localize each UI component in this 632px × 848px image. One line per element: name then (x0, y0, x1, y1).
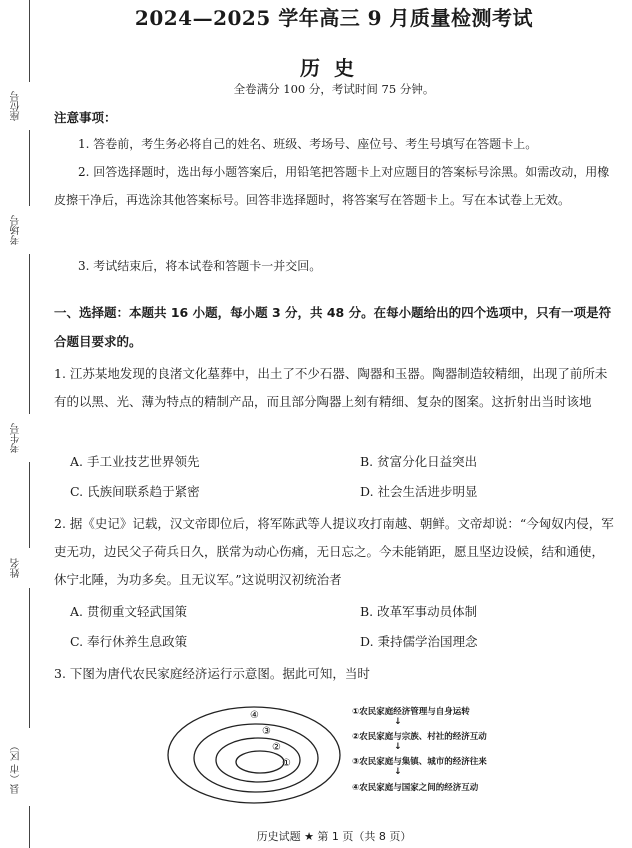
margin-line (29, 588, 30, 728)
question-2-stem: 2. 据《史记》记载，汉文帝即位后，将军陈武等人提议攻打南越、朝鲜。文帝却说：“今匈奴内侵，军吏无功，边民父子荷兵日久，朕常为动心伤痛，无日忘之。今未能销距，愿且坚边设候，结和通使，休宁北陲，为功多矣。且无议军。”这说明汉初统治者 (54, 516, 614, 587)
q2-option-c: C. 奉行休养生息政策 (70, 634, 188, 649)
legend-item-2: ②农民家庭与宗族、村社的经济互动 (352, 732, 487, 742)
notice-item-3: 3. 考试结束后，将本试卷和答题卡一并交回。 (78, 259, 322, 273)
exam-room-label: 考场号 (11, 215, 22, 245)
margin-line (29, 806, 30, 848)
legend-arrow: ↓ (394, 767, 402, 777)
seat-label: 座位号 (11, 91, 22, 121)
subject-title: 历史 (300, 56, 368, 80)
name-label: 姓名 (11, 558, 22, 578)
binding-margin (0, 0, 44, 848)
county-label: 县（市 区） (11, 740, 22, 794)
candidate-no-label: 考生号 (11, 423, 22, 453)
q1-option-c: C. 氏族间联系趋于紧密 (70, 484, 200, 499)
legend-arrow: ↓ (394, 742, 402, 752)
page-footer: 历史试题 ★ 第 1 页（共 8 页） (256, 830, 412, 843)
ring-label-2: ② (272, 742, 281, 753)
concentric-economy-diagram (164, 700, 344, 810)
question-3-stem: 3. 下图为唐代农民家庭经济运行示意图。据此可知，当时 (54, 666, 370, 681)
q2-option-b: B. 改革军事动员体制 (360, 604, 478, 619)
notice-heading: 注意事项： (54, 110, 117, 125)
margin-line (29, 462, 30, 548)
legend-arrow: ↓ (394, 717, 402, 727)
ring-label-1: ① (282, 758, 291, 769)
q1-option-b: B. 贫富分化日益突出 (360, 454, 478, 469)
ring-label-3: ③ (262, 726, 271, 737)
q2-option-d: D. 秉持儒学治国理念 (360, 634, 478, 649)
ring-label-4: ④ (250, 710, 259, 721)
ring-1 (236, 751, 284, 773)
notice-item-2: 2. 回答选择题时，选出每小题答案后，用铅笔把答题卡上对应题目的答案标号涂黑。如需改动，用橡皮擦干净后，再选涂其他答案标号。回答非选择题时，将答案写在答题卡上。写在本试卷上无效。 (54, 165, 610, 207)
section-heading: 一、选择题：本题共 16 小题，每小题 3 分，共 48 分。在每小题给出的四个选项中，只有一项是符合题目要求的。 (54, 305, 612, 349)
q2-option-a: A. 贯彻重文轻武国策 (70, 604, 187, 619)
q1-option-a: A. 手工业技艺世界领先 (70, 454, 200, 469)
legend-item-3: ③农民家庭与集镇、城市的经济往来 (352, 757, 487, 767)
margin-line (29, 130, 30, 206)
legend-item-1: ①农民家庭经济管理与自身运转 (352, 707, 470, 717)
margin-line (29, 0, 30, 82)
question-1-stem: 1. 江苏某地发现的良渚文化墓葬中，出土了不少石器、陶器和玉器。陶器制造较精细，出现了前所未有的以黑、光、薄为特点的精制产品，而且部分陶器上刻有精细、复杂的图案。这折射出当时该地 (54, 366, 608, 409)
exam-title: 2024—2025 学年高三 9 月质量检测考试 (134, 6, 534, 30)
margin-line (29, 254, 30, 414)
q1-option-d: D. 社会生活进步明显 (360, 484, 478, 499)
exam-meta: 全卷满分 100 分，考试时间 75 分钟。 (233, 82, 435, 96)
notice-item-1: 1. 答卷前，考生务必将自己的姓名、班级、考场号、座位号、考生号填写在答题卡上。 (78, 137, 538, 151)
legend-item-4: ④农民家庭与国家之间的经济互动 (352, 783, 479, 793)
